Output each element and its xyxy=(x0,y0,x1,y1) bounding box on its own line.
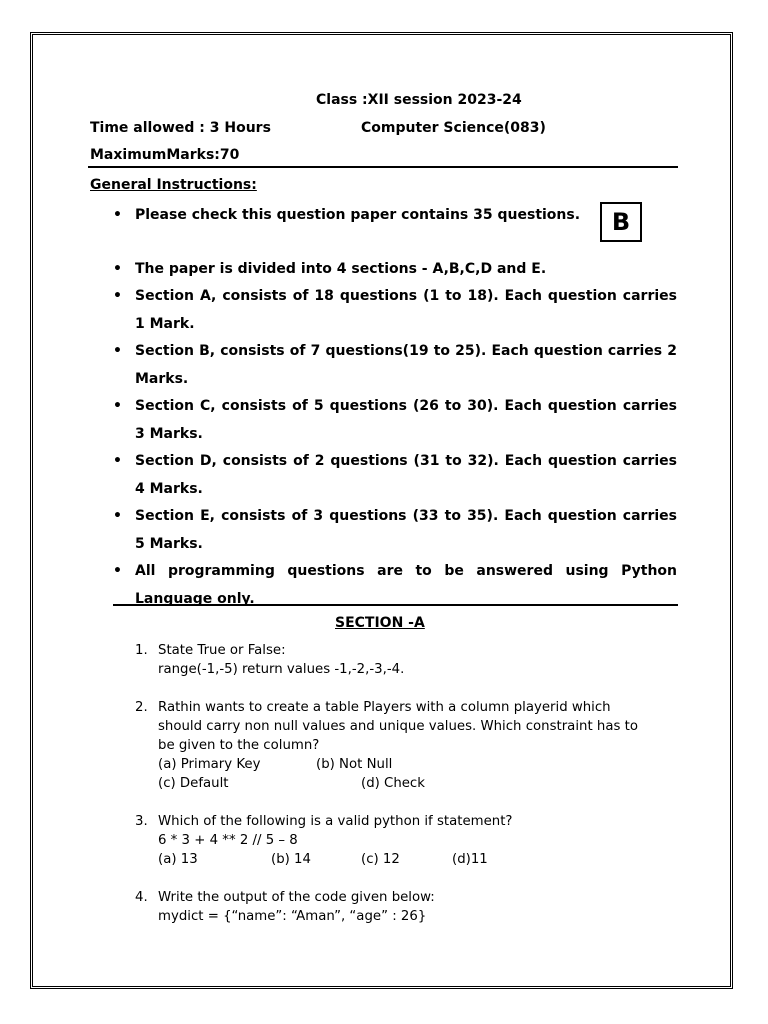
option: (c) Default xyxy=(158,776,229,791)
question-item xyxy=(135,698,675,793)
question-number: 3. xyxy=(135,814,148,829)
general-instructions-heading: General Instructions: xyxy=(90,177,257,193)
options-row xyxy=(158,850,675,869)
option: (d) Check xyxy=(361,776,425,791)
option: (d)11 xyxy=(452,852,488,867)
question-number: 4. xyxy=(135,890,148,905)
options-row xyxy=(158,774,675,793)
question-line: be given to the column? xyxy=(158,738,320,753)
question-line: should carry non null values and unique values. Which constraint has to xyxy=(158,719,638,734)
subject-title: Computer Science(083) xyxy=(361,120,546,136)
maximum-marks: MaximumMarks:70 xyxy=(90,147,240,163)
question-line: State True or False: xyxy=(158,643,286,658)
question-line: Which of the following is a valid python if statement? xyxy=(158,814,513,829)
instructions-list xyxy=(113,202,677,613)
question-line: mydict = {“name”: “Aman”, “age” : 26} xyxy=(158,909,427,924)
question-number: 1. xyxy=(135,643,148,658)
header-divider xyxy=(88,166,678,168)
question-item xyxy=(135,641,675,679)
question-item xyxy=(135,812,675,869)
option: (a) Primary Key xyxy=(158,757,261,772)
question-line: 6 * 3 + 4 ** 2 // 5 – 8 xyxy=(158,833,298,848)
question-line: range(-1,-5) return values -1,-2,-3,-4. xyxy=(158,662,405,677)
options-row xyxy=(158,755,675,774)
instruction-item: • Section D, consists of 2 questions (31 to 32). Each question carries 4 Marks. xyxy=(113,448,677,503)
instruction-item: • Please check this question paper contains 35 questions. xyxy=(113,202,605,230)
option: (c) 12 xyxy=(361,852,400,867)
instruction-item: • All programming questions are to be answered using Python Language only. xyxy=(113,558,677,613)
instruction-item: • The paper is divided into 4 sections - A,B,C,D and E. xyxy=(113,256,677,284)
instruction-item: • Section A, consists of 18 questions (1 to 18). Each question carries 1 Mark. xyxy=(113,283,677,338)
question-item xyxy=(135,888,675,926)
question-number: 2. xyxy=(135,700,148,715)
question-line: Rathin wants to create a table Players with a column playerid which xyxy=(158,700,611,715)
instruction-item: • Section B, consists of 7 questions(19 to 25). Each question carries 2 Marks. xyxy=(113,338,677,393)
paper-set-badge: B xyxy=(600,202,642,242)
instruction-item: • Section E, consists of 3 questions (33 to 35). Each question carries 5 Marks. xyxy=(113,503,677,558)
class-session-title: Class :XII session 2023-24 xyxy=(316,92,522,108)
question-line: Write the output of the code given below: xyxy=(158,890,435,905)
instructions-divider xyxy=(113,604,678,606)
option: (a) 13 xyxy=(158,852,198,867)
instruction-item: • Section C, consists of 5 questions (26 to 30). Each question carries 3 Marks. xyxy=(113,393,677,448)
section-a-title: SECTION -A xyxy=(335,615,425,631)
option: (b) 14 xyxy=(271,852,311,867)
option: (b) Not Null xyxy=(316,757,393,772)
question-list xyxy=(135,641,675,945)
time-allowed: Time allowed : 3 Hours xyxy=(90,120,271,136)
